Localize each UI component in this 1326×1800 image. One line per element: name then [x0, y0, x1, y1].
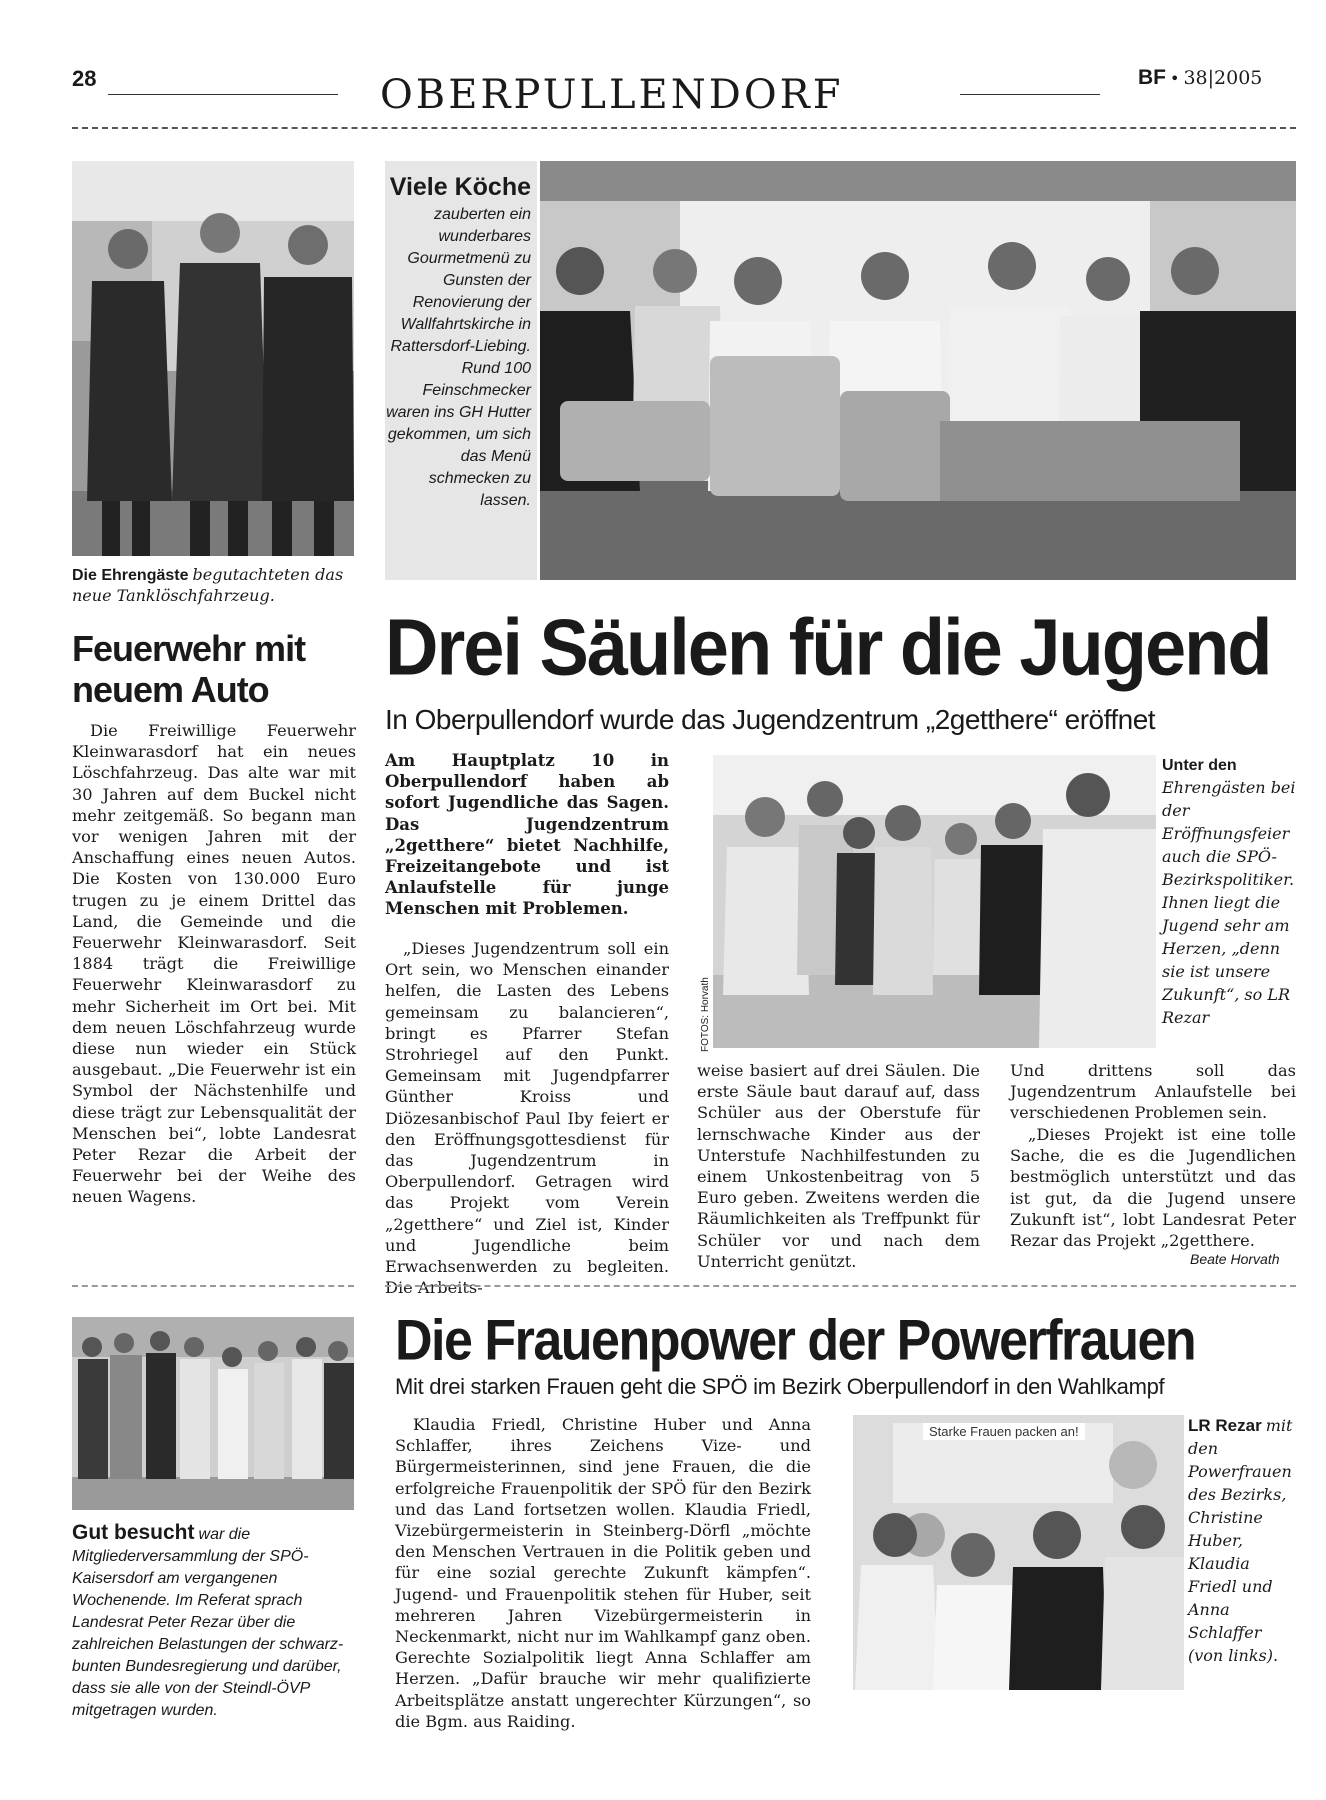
caption-text: begutachteten das neue Tanklöschfahrzeug. — [72, 565, 344, 605]
header-rule-left — [108, 94, 338, 95]
youth-caption-text: Ehrengästen bei der Eröffnungsfeier auch die SPÖ-Bezirkspolitiker. Ihnen liegt die Jugend sehr am Herzen, „denn sie ist unsere Zukunft“, so LR Rezar — [1162, 778, 1296, 1027]
cooks-caption-title: Viele Köche — [389, 173, 531, 201]
issue-number: 38|2005 — [1183, 67, 1263, 89]
women-headline: Die Frauenpower der Powerfrauen — [395, 1309, 1196, 1373]
cooks-photo — [540, 161, 1296, 580]
members-photo — [72, 1317, 354, 1510]
header-dashed-rule — [72, 127, 1296, 129]
women-caption-text: mit den Powerfrauen des Bezirks, Christine Huber, Klaudia Friedl und Anna Schlaffer (von links). — [1188, 1416, 1293, 1665]
youth-caption-lead: Unter den — [1162, 757, 1237, 774]
youth-photo-caption — [1162, 755, 1296, 1030]
youth-col2: weise basiert auf drei Säulen. Die erste Säule baut darauf auf, dass Schüler aus der Oberstufe für lernschwache Kinder aus der Unterstufe Nachhilfestunden zu einem Unkostenbeitrag von 5 Euro geben. Zweitens werden die Räumlichkeiten als Treffpunkt für Schüler vor und nach dem Unterricht genützt. — [697, 1061, 980, 1271]
women-subhead: Mit drei starken Frauen geht die SPÖ im Bezirk Oberpullendorf in den Wahlkampf — [395, 1374, 1165, 1399]
women-poster-text: Starke Frauen packen an! — [923, 1423, 1085, 1440]
caption-lead: Die Ehrengäste — [72, 567, 189, 584]
bullet: • — [1170, 69, 1180, 88]
youth-author: Beate Horvath — [1190, 1251, 1280, 1267]
guests-photo — [72, 161, 354, 556]
cooks-caption-text: zauberten ein wunderbares Gourmetmenü zu Gunsten der Renovierung der Wallfahrtskirche in Rattersdorf-Liebing. Rund 100 Feinschmecker waren ins GH Hutter gekommen, um sich das Menü schmecken zu lassen. — [386, 206, 531, 509]
youth-col1: „Dieses Jugendzentrum soll ein Ort sein, wo Menschen einander helfen, die Lasten des Lebens gemeinsam zu balancieren“, bringt es Pfarrer Stefan Strohriegel auf den Punkt. Gemeinsam mit Jugendpfarrer Günther Kroiss und Diözesanbischof Paul Iby feiert er den Eröffnungsgottesdienst für das Jugendzentrum in Oberpullendorf. Getragen wird das Projekt vom Verein „2getthere“ und Ziel ist, Kinder und Jugendliche beim Erwachsenwerden zu begleiten. Die Arbeits- — [385, 939, 669, 1298]
members-caption-lead: Gut besucht — [72, 1521, 195, 1544]
members-photo-caption — [72, 1522, 360, 1722]
issue-info — [1138, 66, 1262, 90]
women-photo — [853, 1415, 1184, 1690]
members-caption-text: war die Mitgliederversammlung der SPÖ-Kaisersdorf am vergangenen Wochenende. Im Referat sprach Landesrat Peter Rezar über die zahlreichen Belastungen der schwarz-bunten Bundesregierung und darüber, dass sie alle von der Steindl-ÖVP mitgetragen wurden. — [72, 1526, 344, 1719]
right-separator — [385, 1285, 1296, 1287]
youth-col3a: Und drittens soll das Jugendzentrum Anlaufstelle bei verschiedenen Problemen sein. — [1010, 1061, 1296, 1123]
youth-col3b: „Dieses Projekt ist eine tolle Sache, die es die Jugendlichen bestmöglich unterstützt und das ist gut, da die Jugend unsere Zukunft ist“, lobt Landesrat Peter Rezar das Projekt „2getthere. — [1010, 1125, 1296, 1251]
youth-headline: Drei Säulen für die Jugend — [385, 602, 1271, 692]
youth-photo-credit: FOTOS: Horvath — [700, 977, 711, 1052]
section-title: OBERPULLENDORF — [380, 72, 844, 118]
page-number: 28 — [72, 66, 97, 91]
guests-photo-caption — [72, 565, 362, 607]
youth-photo — [713, 755, 1156, 1048]
header-rule-right — [960, 94, 1100, 95]
women-caption-lead: LR Rezar — [1188, 1416, 1262, 1435]
fire-brigade-headline: Feuerwehr mit neuem Auto — [72, 628, 306, 710]
youth-lead: Am Hauptplatz 10 in Oberpullendorf haben ab sofort Jugendliche das Sagen. Das Jugendzentrum „2getthere“ bietet Nachhilfe, Freizeitangebote und ist Anlaufstelle für junge Menschen mit Problemen. — [385, 751, 669, 919]
fire-brigade-body: Die Freiwillige Feuerwehr Kleinwarasdorf hat ein neues Löschfahrzeug. Das alte war mit 30 Jahren auf dem Buckel nicht mehr zeitgemäß. So begann man vor wenigen Jahren mit der Anschaffung eines neuen Autos. Die Kosten von 130.000 Euro trugen zu je einem Drittel das Land, die Gemeinde und die Feuerwehr Kleinwarasdorf. Seit 1884 trägt die Freiwillige Feuerwehr Kleinwarasdorf zu mehr Sicherheit im Ort bei. Mit dem neuen Löschfahrzeug wurde diese nun wieder ein Stück ausgebaut. „Die Feuerwehr ist ein Symbol der Nächstenhilfe und diese trägt zur Lebensqualität der Menschen bei“, lobte Landesrat Peter Rezar die Arbeit der Feuerwehr bei der Weihe des neuen Wagens. — [72, 721, 356, 1207]
youth-subhead: In Oberpullendorf wurde das Jugendzentrum „2getthere“ eröffnet — [385, 704, 1156, 735]
women-body: Klaudia Friedl, Christine Huber und Anna Schlaffer, ihres Zeichens Vize- und Bürgermeisterinnen, sind jene Frauen, die die erfolgreiche Frauenpolitik der SPÖ für den Bezirk und das Land fortsetzen wollen. Klaudia Friedl, Vizebürgermeisterin in Steinberg-Dörfl „möchte den Menschen Vertrauen in die Politik geben und für eine sozial gerechte Zukunft kämpfen“. Jugend- und Frauenpolitik stehen für Huber, seit mehreren Jahren Vizebürgermeisterin in Neckenmarkt, nicht nur im Wahlkampf ganz oben. Gerechte Sozialpolitik liegt Anna Schlaffer am Herzen. „Dafür brauche wir mehr qualifizierte Arbeitsplätze anstatt ungerechter Kürzungen“, so die Bgm. aus Raiding. — [395, 1415, 811, 1731]
paper-logo: BF — [1138, 66, 1166, 89]
women-photo-caption — [1188, 1415, 1298, 1668]
cooks-caption-box — [385, 161, 537, 580]
left-separator — [72, 1285, 354, 1287]
